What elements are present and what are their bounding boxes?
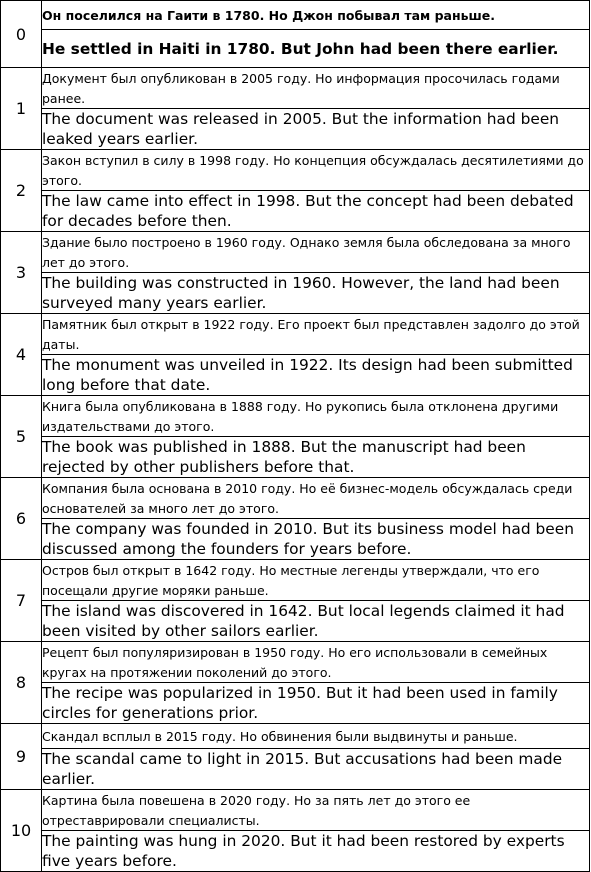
russian-sentence <box>42 478 590 519</box>
table-row-ru <box>1 724 590 749</box>
table-row-en <box>1 749 590 790</box>
table-row-ru <box>1 150 590 191</box>
russian-sentence <box>42 724 590 749</box>
english-text: The company was founded in 2010. But its business model had been discussed among the founders for years before. <box>42 520 574 558</box>
row-index: 5 <box>1 396 42 478</box>
table-row-en <box>1 273 590 314</box>
english-text: The scandal came to light in 2015. But accusations had been made earlier. <box>42 750 563 788</box>
english-text: The island was discovered in 1642. But local legends claimed it had been visited by other sailors earlier. <box>42 602 565 640</box>
english-sentence <box>42 749 590 790</box>
table-row-en <box>1 601 590 642</box>
russian-text: Памятник был открыт в 1922 году. Его проект был представлен задолго до этой даты. <box>42 317 580 352</box>
table-row-en <box>1 831 590 872</box>
table-row-ru <box>1 1 590 30</box>
russian-text: Книга была опубликована в 1888 году. Но рукопись была отклонена другими издательствами до этого. <box>42 399 559 434</box>
row-index: 3 <box>1 232 42 314</box>
english-text: He settled in Haiti in 1780. But John had been there earlier. <box>42 39 559 58</box>
table-row-en <box>1 437 590 478</box>
table-row-ru <box>1 396 590 437</box>
russian-text: Здание было построено в 1960 году. Однако земля была обследована за много лет до этого. <box>42 235 571 270</box>
table-row-ru <box>1 790 590 831</box>
russian-sentence <box>42 314 590 355</box>
english-sentence <box>42 683 590 724</box>
english-sentence <box>42 831 590 872</box>
row-index: 6 <box>1 478 42 560</box>
table-row-ru <box>1 68 590 109</box>
english-text: The painting was hung in 2020. But it had been restored by experts five years before. <box>42 832 565 870</box>
row-index: 8 <box>1 642 42 724</box>
english-sentence <box>42 519 590 560</box>
row-index: 4 <box>1 314 42 396</box>
russian-text: Компания была основана в 2010 году. Но её бизнес-модель обсуждалась среди основателей за много лет до этого. <box>42 481 573 516</box>
english-sentence <box>42 109 590 150</box>
table-row-en <box>1 683 590 724</box>
english-text: The monument was unveiled in 1922. Its design had been submitted long before that date. <box>42 356 573 394</box>
russian-sentence <box>42 1 590 30</box>
row-index: 7 <box>1 560 42 642</box>
russian-sentence <box>42 396 590 437</box>
row-index: 2 <box>1 150 42 232</box>
english-text: The recipe was popularized in 1950. But it had been used in family circles for generations prior. <box>42 684 558 722</box>
table-row-en <box>1 519 590 560</box>
english-sentence <box>42 191 590 232</box>
english-text: The law came into effect in 1998. But the concept had been debated for decades before then. <box>42 192 574 230</box>
english-sentence <box>42 273 590 314</box>
table-row-ru <box>1 314 590 355</box>
russian-sentence <box>42 642 590 683</box>
russian-text: Скандал всплыл в 2015 году. Но обвинения были выдвинуты и раньше. <box>42 729 518 744</box>
row-index: 9 <box>1 724 42 790</box>
russian-text: Документ был опубликован в 2005 году. Но информация просочилась годами ранее. <box>42 71 560 106</box>
russian-sentence <box>42 232 590 273</box>
russian-text: Картина была повешена в 2020 году. Но за пять лет до этого ее отреставрировали специалисты. <box>42 793 471 828</box>
russian-sentence <box>42 68 590 109</box>
english-sentence <box>42 437 590 478</box>
translation-table-body <box>1 1 590 872</box>
english-text: The book was published in 1888. But the manuscript had been rejected by other publishers before that. <box>42 438 526 476</box>
english-sentence <box>42 601 590 642</box>
russian-text: Рецепт был популяризирован в 1950 году. Но его использовали в семейных кругах на протяжении поколений до этого. <box>42 645 548 680</box>
russian-sentence <box>42 150 590 191</box>
russian-sentence <box>42 790 590 831</box>
row-index: 1 <box>1 68 42 150</box>
table-row-ru <box>1 232 590 273</box>
row-index: 0 <box>1 1 42 68</box>
table-row-ru <box>1 478 590 519</box>
row-index: 10 <box>1 790 42 872</box>
table-row-en <box>1 355 590 396</box>
russian-sentence <box>42 560 590 601</box>
english-text: The building was constructed in 1960. However, the land had been surveyed many years earlier. <box>42 274 560 312</box>
russian-text: Он поселился на Гаити в 1780. Но Джон побывал там раньше. <box>42 8 496 23</box>
russian-text: Закон вступил в силу в 1998 году. Но концепция обсуждалась десятилетиями до этого. <box>42 153 584 188</box>
table-row-ru <box>1 560 590 601</box>
table-row-en <box>1 191 590 232</box>
table-row-en <box>1 30 590 68</box>
english-sentence <box>42 355 590 396</box>
english-text: The document was released in 2005. But the information had been leaked years earlier. <box>42 110 560 148</box>
table-row-ru <box>1 642 590 683</box>
russian-text: Остров был открыт в 1642 году. Но местные легенды утверждали, что его посещали другие моряки раньше. <box>42 563 540 598</box>
english-sentence <box>42 30 590 68</box>
table-row-en <box>1 109 590 150</box>
